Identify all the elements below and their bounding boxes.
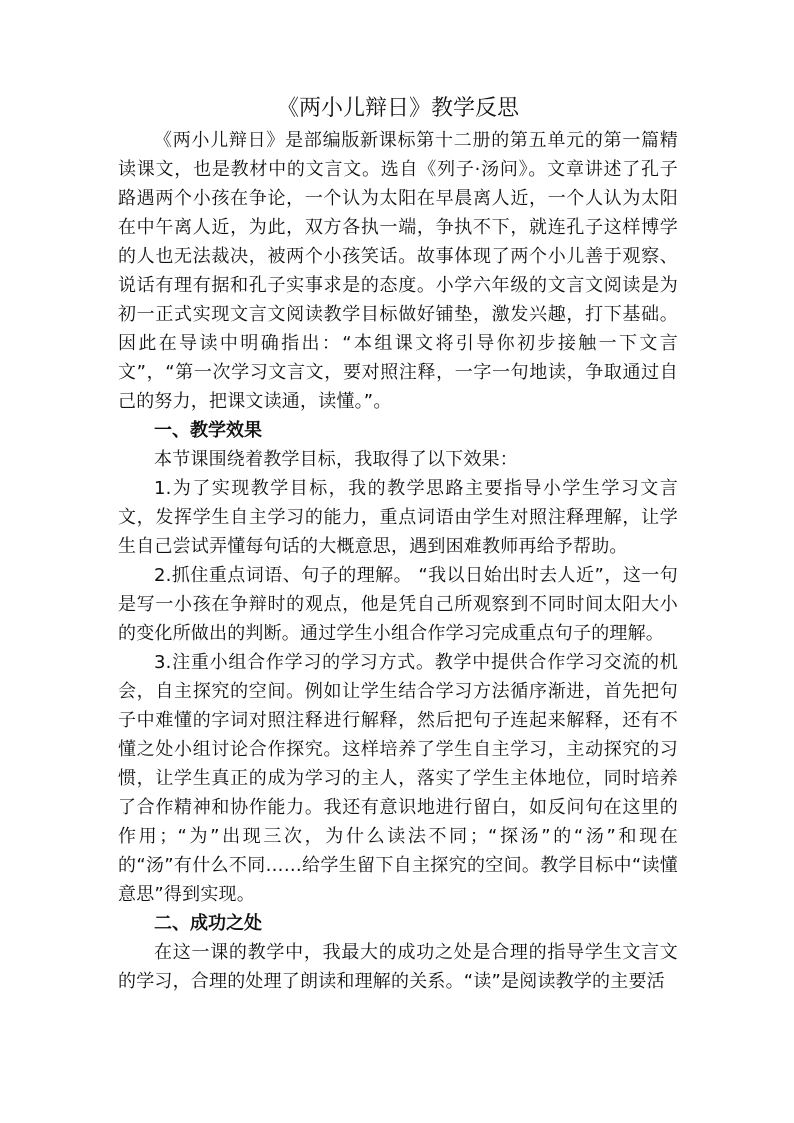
- section2-paragraph: 在这一课的教学中，我最大的成功之处是合理的指导学生文言文的学习，合理的处理了朗读和理解的关系。“读”是阅读教学的主要活: [118, 942, 678, 992]
- section-heading-teaching-effect: 一、教学效果: [154, 420, 262, 441]
- point-2-paragraph: 2.抓住重点词语、句子的理解。 “我以日始出时去人近”，这一句是写一小孩在争辩时的观点，他是凭自己所观察到不同时间太阳大小的变化所做出的判断。通过学生小组合作学习完成重点句子的理解。: [118, 565, 678, 644]
- point-3-paragraph: 3.注重小组合作学习的学习方式。教学中提供合作学习交流的机会，自主探究的空间。例如让学生结合学习方法循序渐进，首先把句子中难懂的字词对照注释进行解释，然后把句子连起来解释，还有不懂之处小组讨论合作探究。这样培养了学生自主学习，主动探究的习惯，让学生真正的成为学习的主人，落实了学生主体地位，同时培养了合作精神和协作能力。我还有意识地进行留白，如反问句在这里的作用；“为”出现三次，为什么读法不同；“探汤”的“汤”和现在的“汤”有什么不同……给学生留下自主探究的空间。教学目标中“读懂意思”得到实现。: [118, 652, 678, 905]
- section1-intro-paragraph: 本节课围绕着教学目标，我取得了以下效果：: [154, 449, 518, 470]
- intro-paragraph: 《两小儿辩日》是部编版新课标第十二册的第五单元的第一篇精读课文，也是教材中的文言文。选自《列子·汤问》。文章讲述了孔子路遇两个小孩在争论，一个认为太阳在早晨离人近，一个人认为太阳在中午离人近，为此，双方各执一端，争执不下，就连孔子这样博学的人也无法裁决，被两个小孩笑话。故事体现了两个小儿善于观察、说话有理有据和孔子实事求是的态度。小学六年级的文言文阅读是为初一正式实现文言文阅读教学目标做好铺垫，激发兴趣，打下基础。因此在导读中明确指出：“本组课文将引导你初步接触一下文言文”，“第一次学习文言文，要对照注释，一字一句地读，争取通过自己的努力，把课文读通，读懂。”。: [118, 130, 678, 412]
- point-1-paragraph: 1.为了实现教学目标，我的教学思路主要指导小学生学习文言文，发挥学生自主学习的能力，重点词语由学生对照注释理解，让学生自己尝试弄懂每句话的大概意思，遇到困难教师再给予帮助。: [118, 478, 678, 557]
- section-heading-success: 二、成功之处: [154, 913, 262, 934]
- document-body: [118, 92, 678, 996]
- document-title: 《两小儿辩日》教学反思: [276, 96, 519, 121]
